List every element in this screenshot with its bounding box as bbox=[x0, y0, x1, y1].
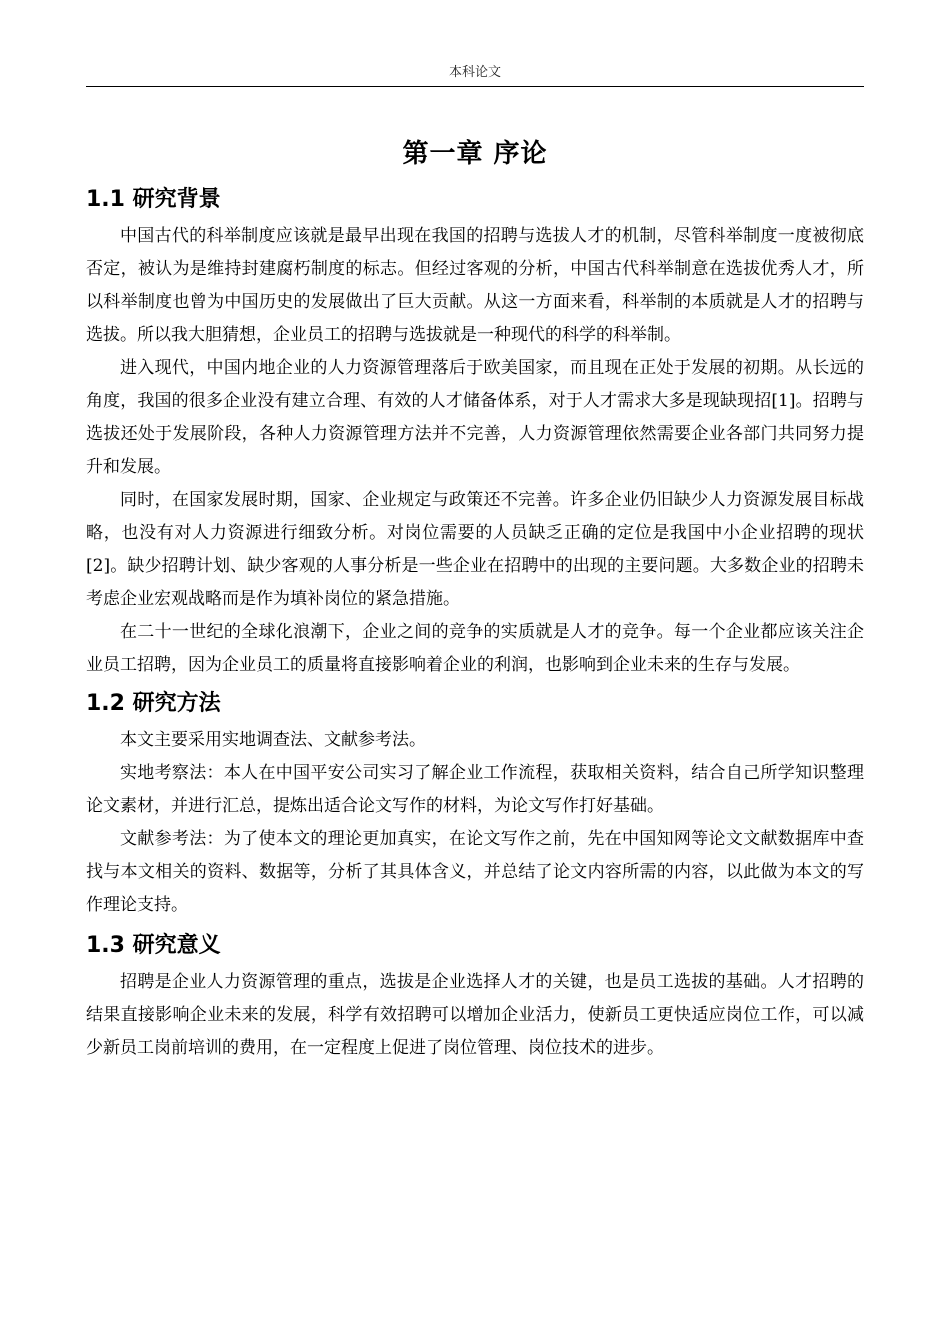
page-header bbox=[86, 62, 864, 87]
section-heading: 1.2 研究方法 bbox=[86, 691, 221, 716]
section-heading: 1.1 研究背景 bbox=[86, 187, 221, 212]
section-research-methods bbox=[86, 684, 864, 922]
section-research-significance bbox=[86, 926, 864, 1065]
header-title: 本科论文 bbox=[448, 65, 501, 80]
paragraph: 中国古代的科举制度应该就是最早出现在我国的招聘与选拔人才的机制，尽管科举制度一度被彻底否定，被认为是维持封建腐朽制度的标志。但经过客观的分析，中国古代科举制意在选拔优秀人才，所以科举制度也曾为中国历史的发展做出了巨大贡献。从这一方面来看，科举制的本质就是人才的招聘与选拔。所以我大胆猜想，企业员工的招聘与选拔就是一种现代的科学的科举制。 bbox=[86, 226, 864, 345]
paragraph: 实地考察法：本人在中国平安公司实习了解企业工作流程，获取相关资料，结合自己所学知识整理论文素材，并进行汇总，提炼出适合论文写作的材料，为论文写作打好基础。 bbox=[86, 763, 864, 816]
paragraph: 在二十一世纪的全球化浪潮下，企业之间的竞争的实质就是人才的竞争。每一个企业都应该关注企业员工招聘，因为企业员工的质量将直接影响着企业的利润，也影响到企业未来的生存与发展。 bbox=[86, 622, 864, 675]
chapter-title: 第一章 序论 bbox=[402, 139, 548, 169]
paragraph: 招聘是企业人力资源管理的重点，选拔是企业选择人才的关键，也是员工选拔的基础。人才招聘的结果直接影响企业未来的发展，科学有效招聘可以增加企业活力，使新员工更快适应岗位工作，可以减少新员工岗前培训的费用，在一定程度上促进了岗位管理、岗位技术的进步。 bbox=[86, 972, 864, 1058]
paragraph: 进入现代，中国内地企业的人力资源管理落后于欧美国家，而且现在正处于发展的初期。从长远的角度，我国的很多企业没有建立合理、有效的人才储备体系，对于人才需求大多是现缺现招[1]。招聘与选拔还处于发展阶段，各种人力资源管理方法并不完善，人力资源管理依然需要企业各部门共同努力提升和发展。 bbox=[86, 358, 864, 477]
section-heading: 1.3 研究意义 bbox=[86, 933, 221, 958]
paragraph: 同时，在国家发展时期，国家、企业规定与政策还不完善。许多企业仍旧缺少人力资源发展目标战略，也没有对人力资源进行细致分析。对岗位需要的人员缺乏正确的定位是我国中小企业招聘的现状[2]。缺少招聘计划、缺少客观的人事分析是一些企业在招聘中的出现的主要问题。大多数企业的招聘未考虑企业宏观战略而是作为填补岗位的紧急措施。 bbox=[86, 490, 864, 609]
document-body bbox=[86, 130, 864, 1065]
paragraph: 文献参考法：为了使本文的理论更加真实，在论文写作之前，先在中国知网等论文文献数据库中查找与本文相关的资料、数据等，分析了其具体含义，并总结了论文内容所需的内容，以此做为本文的写作理论支持。 bbox=[86, 829, 864, 915]
paragraph: 本文主要采用实地调查法、文献参考法。 bbox=[120, 730, 426, 750]
section-research-background bbox=[86, 180, 864, 682]
